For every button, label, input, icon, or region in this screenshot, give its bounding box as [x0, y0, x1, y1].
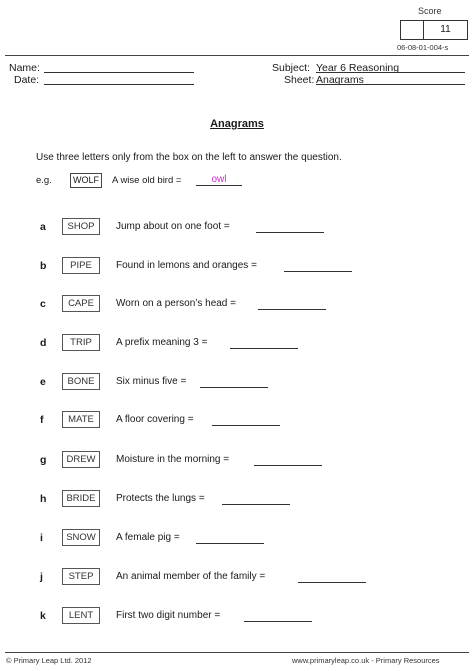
answer-line[interactable]: [222, 504, 290, 505]
name-label: Name:: [9, 62, 40, 74]
date-label: Date:: [14, 74, 40, 86]
question-text: Moisture in the morning =: [116, 454, 230, 465]
question-row: [0, 373, 474, 393]
question-text: An animal member of the family =: [116, 571, 266, 582]
example-label: e.g.: [36, 175, 52, 186]
question-letter: j: [40, 571, 43, 583]
question-letter: a: [40, 221, 46, 233]
answer-line[interactable]: [284, 271, 352, 272]
question-text: Six minus five =: [116, 376, 187, 387]
sheet-label: Sheet:: [284, 74, 315, 86]
question-letter: g: [40, 454, 47, 466]
question-row: [0, 295, 474, 315]
question-letter: k: [40, 610, 46, 622]
question-text: A floor covering =: [116, 414, 194, 425]
word-box: BONE: [62, 373, 100, 390]
answer-line[interactable]: [254, 465, 322, 466]
word-box: CAPE: [62, 295, 100, 312]
question-text: Worn on a person’s head =: [116, 298, 236, 309]
score-label: Score: [418, 6, 442, 16]
header-divider: [5, 55, 469, 56]
subject-value: Year 6 Reasoning: [316, 62, 400, 74]
answer-line[interactable]: [200, 387, 268, 388]
question-text: First two digit number =: [116, 610, 221, 621]
word-box: BRIDE: [62, 490, 100, 507]
subject-label: Subject:: [272, 62, 310, 74]
question-row: [0, 529, 474, 549]
word-box: DREW: [62, 451, 100, 468]
score-value: 11: [440, 24, 451, 35]
question-letter: h: [40, 493, 47, 505]
question-text: Protects the lungs =: [116, 493, 205, 504]
answer-line[interactable]: [196, 543, 264, 544]
example-question: A wise old bird =: [112, 175, 182, 186]
example-word-box: WOLF: [70, 173, 102, 188]
question-letter: i: [40, 532, 43, 544]
example-answer: owl: [196, 174, 242, 186]
footer-site-link[interactable]: www.primaryleap.co.uk - Primary Resources: [292, 656, 440, 665]
question-letter: f: [40, 414, 44, 426]
question-letter: b: [40, 260, 47, 272]
word-box: PIPE: [62, 257, 100, 274]
question-row: [0, 490, 474, 510]
page-title: Anagrams: [210, 118, 264, 130]
question-row: [0, 568, 474, 588]
footer-divider: [5, 652, 469, 653]
question-letter: d: [40, 337, 47, 349]
answer-line[interactable]: [298, 582, 366, 583]
question-row: [0, 451, 474, 471]
word-box: SHOP: [62, 218, 100, 235]
name-field[interactable]: [44, 61, 194, 73]
question-text: A female pig =: [116, 532, 180, 543]
sheet-value: Anagrams: [316, 74, 364, 86]
question-row: [0, 411, 474, 431]
question-row: [0, 218, 474, 238]
date-field[interactable]: [44, 73, 194, 85]
copyright-notice: © Primary Leap Ltd. 2012: [6, 656, 92, 665]
answer-line[interactable]: [212, 425, 280, 426]
score-box: [400, 20, 468, 40]
subject-line: [316, 61, 465, 73]
question-letter: e: [40, 376, 46, 388]
word-box: SNOW: [62, 529, 100, 546]
word-box: STEP: [62, 568, 100, 585]
score-blank-cell: [401, 21, 424, 39]
answer-line[interactable]: [256, 232, 324, 233]
sheet-line: [316, 73, 465, 85]
question-text: A prefix meaning 3 =: [116, 337, 208, 348]
question-row: [0, 607, 474, 627]
instructions: Use three letters only from the box on the left to answer the question.: [36, 152, 342, 163]
word-box: LENT: [62, 607, 100, 624]
question-row: [0, 257, 474, 277]
sheet-code: 06-08-01-004-s: [397, 43, 449, 52]
answer-line[interactable]: [230, 348, 298, 349]
word-box: MATE: [62, 411, 100, 428]
answer-line[interactable]: [258, 309, 326, 310]
answer-line[interactable]: [244, 621, 312, 622]
question-text: Found in lemons and oranges =: [116, 260, 257, 271]
word-box: TRIP: [62, 334, 100, 351]
question-row: [0, 334, 474, 354]
question-letter: c: [40, 298, 46, 310]
question-text: Jump about on one foot =: [116, 221, 230, 232]
